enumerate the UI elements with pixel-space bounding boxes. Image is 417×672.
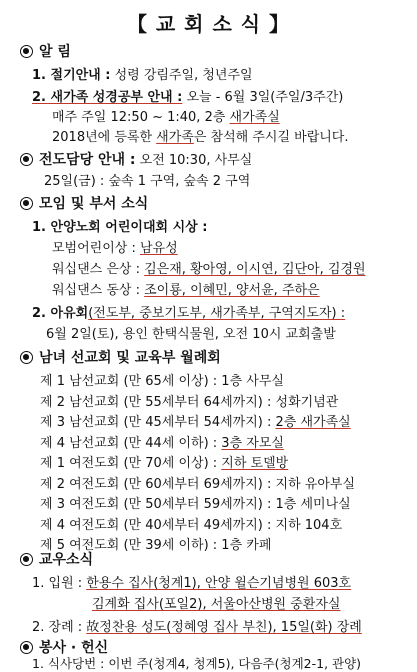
circle-bullet-icon [20, 351, 33, 364]
notice-item-2 [32, 90, 343, 106]
monthly-row-place: 1층 세미나실 [275, 497, 351, 512]
monthly-row-place: 지하 104호 [275, 517, 343, 533]
members-item-1-label: 1. 입원 : [32, 576, 87, 591]
monthly-row-group: 제 4 여전도회 (만 40세부터 49세까지) : [40, 517, 276, 533]
circle-bullet-icon [20, 197, 33, 210]
award-1-names: 남유성 [140, 241, 178, 256]
circle-bullet-icon [20, 641, 33, 654]
section-members-title: 교우소식 [39, 552, 94, 568]
notice-item-2-line3 [52, 130, 349, 146]
award-1-label: 모범어린이상 : [52, 241, 140, 256]
members-item-1-text2: 김계화 집사(포일2), 서울아산병원 중환자실 [92, 597, 341, 612]
meetings-item-1-label: 1. 안양노회 어린이대회 시상 : [32, 220, 208, 235]
notice-time-text: 매주 주일 12:50 ~ 1:40, 2층 [52, 110, 230, 125]
service-item-1: 1. 식사당번 : 이번 주(청계4, 청계5), 다음주(청계2-1, 관양) [32, 656, 362, 671]
monthly-row-place: 3층 자모실 [221, 435, 284, 451]
monthly-row-place: 지하 유아부실 [275, 476, 355, 492]
award-row-1 [52, 241, 178, 257]
meetings-item-2-text: (전도부, 중보기도부, 새가족부, 구역지도자) : [88, 306, 346, 321]
notice-item-1-label: 1. 절기안내 : [32, 68, 111, 83]
page-title: 【 교 회 소 식 】 [126, 12, 291, 36]
monthly-row-group: 제 1 남선교회 (만 65세 이상) : [40, 374, 222, 389]
meetings-item-2 [32, 306, 345, 322]
section-monthly-title: 남녀 선교회 및 교육부 월례회 [39, 350, 221, 366]
monthly-row [40, 456, 288, 472]
section-notice-heading [20, 44, 71, 60]
monthly-row-place: 1층 카페 [221, 538, 272, 553]
monthly-row [40, 477, 355, 493]
monthly-row [40, 497, 351, 513]
award-row-2 [52, 262, 366, 278]
notice-room-text: 새가족실 [229, 110, 280, 125]
notice-line3-b: 새가족 [156, 130, 194, 145]
notice-item-2-text: 오늘 - 6월 3일(주일/3주간) [182, 90, 344, 105]
section-service-heading [20, 640, 108, 656]
circle-bullet-icon [20, 553, 33, 566]
members-item-1-line2 [92, 597, 340, 613]
members-item-2 [32, 620, 362, 636]
meetings-item-2-line2: 6월 2일(토), 용인 한택식물원, 오전 10시 교회출발 [46, 327, 336, 342]
notice-item-1-text: 성령 강림주일, 청년주일 [110, 68, 253, 83]
monthly-row-group: 제 3 여전도회 (만 50세부터 59세까지) : [40, 497, 276, 512]
monthly-row-place: 2층 새가족실 [275, 415, 351, 430]
section-service-title: 봉사 · 헌신 [39, 640, 109, 656]
section-notice-title: 알 림 [39, 44, 71, 60]
monthly-row-group: 제 2 남선교회 (만 55세부터 64세까지) : [40, 394, 276, 410]
section-evangelism-info: 오전 10:30, 사무실 [135, 153, 253, 168]
monthly-row-group: 제 5 여전도회 (만 39세 이하) : [40, 538, 222, 553]
members-item-2-label: 2. 장례 : [32, 620, 87, 635]
notice-line3-c: 은 참석해 주시길 바랍니다. [193, 130, 349, 145]
section-evangelism-heading [20, 152, 252, 169]
section-monthly-heading [20, 350, 221, 366]
members-item-1-text: 한용수 집사(청계1), 안양 윌슨기념병원 603호 [86, 576, 352, 591]
monthly-row-place: 1층 사무실 [221, 374, 284, 389]
monthly-row [40, 436, 284, 452]
evangelism-line2: 25일(금) : 숲속 1 구역, 숲속 2 구역 [44, 174, 251, 189]
members-item-1 [32, 576, 351, 592]
circle-bullet-icon [20, 153, 33, 166]
monthly-row [40, 518, 342, 534]
monthly-row-place: 지하 토델방 [221, 456, 289, 471]
award-row-3 [52, 283, 320, 299]
award-3-label: 워십댄스 동상 : [52, 283, 145, 298]
monthly-row-place: 성화기념관 [275, 394, 339, 410]
members-item-2-text: 故정찬용 성도(정혜영 집사 부친), 15일(화) 장례 [86, 620, 362, 635]
monthly-row [40, 415, 351, 431]
award-2-names: 김은재, 황아영, 이시연, 김단아, 김경원 [144, 262, 366, 277]
monthly-row-group: 제 3 남선교회 (만 45세부터 54세까지) : [40, 415, 276, 430]
monthly-row [40, 374, 284, 390]
section-members-heading [20, 552, 93, 568]
circle-bullet-icon [20, 45, 33, 58]
notice-item-2-line2 [52, 110, 280, 126]
monthly-row-group: 제 4 남선교회 (만 44세 이하) : [40, 435, 222, 451]
notice-line3-a: 2018년에 등록한 [52, 130, 157, 145]
notice-item-2-label: 2. 새가족 성경공부 안내 : [32, 90, 183, 105]
award-3-names: 조이룡, 이혜민, 양서윤, 주하은 [144, 283, 320, 298]
monthly-row [40, 395, 338, 411]
section-meetings-heading [20, 196, 148, 212]
section-evangelism-title: 전도담당 안내 : [39, 152, 136, 168]
section-meetings-title: 모임 및 부서 소식 [39, 196, 149, 212]
meetings-item-2-label: 2. 아유회 [32, 306, 89, 321]
award-2-label: 워십댄스 은상 : [52, 262, 145, 277]
notice-item-1 [32, 68, 253, 84]
monthly-row-group: 제 2 여전도회 (만 60세부터 69세까지) : [40, 476, 276, 492]
monthly-row-group: 제 1 여전도회 (만 70세 이상) : [40, 456, 222, 471]
